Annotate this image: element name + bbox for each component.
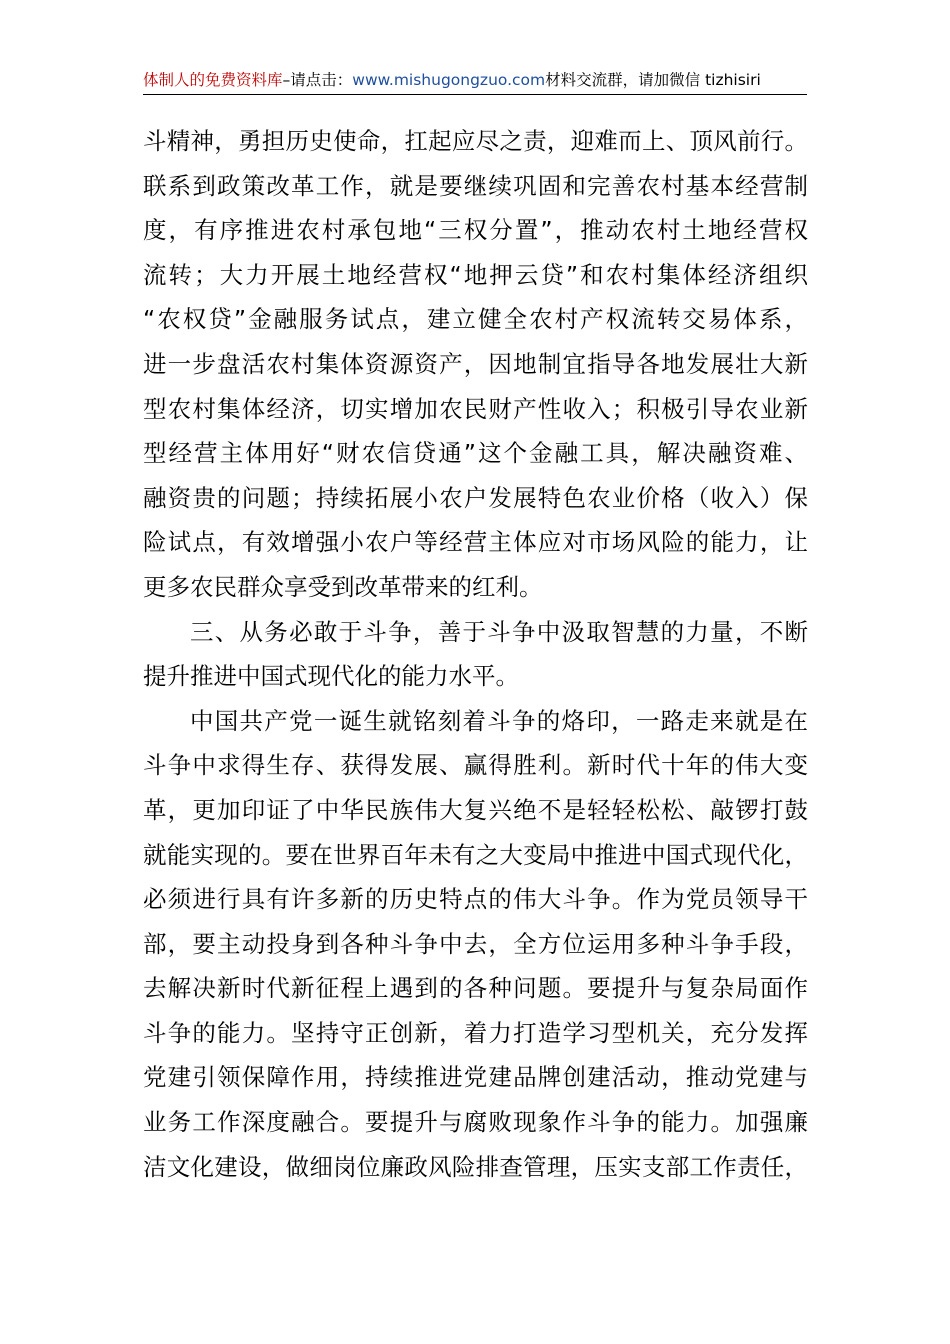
body-line: 党建引领保障作用，持续推进党建品牌创建活动，推动党建与 <box>143 1063 808 1092</box>
body-line: 洁文化建设，做细岗位廉政风险排查管理，压实支部工作责任， <box>143 1152 808 1181</box>
section-heading-line: 三、从务必敢于斗争，善于斗争中汲取智慧的力量，不断 <box>190 617 808 646</box>
section-heading-line: 提升推进中国式现代化的能力水平。 <box>143 662 519 691</box>
body-line: 斗争的能力。坚持守正创新，着力打造学习型机关，充分发挥 <box>143 1018 808 1047</box>
body-line: 必须进行具有许多新的历史特点的伟大斗争。作为党员领导干 <box>143 885 808 914</box>
header-tail: 材料交流群，请加微信 tizhisiri <box>545 71 761 89</box>
body-line: 就能实现的。要在世界百年未有之大变局中推进中国式现代化， <box>143 840 808 869</box>
body-line: 联系到政策改革工作，就是要继续巩固和完善农村基本经营制 <box>143 171 808 200</box>
header-url-link[interactable]: www.mishugongzuo.com <box>352 71 546 89</box>
body-line: 革，更加印证了中华民族伟大复兴绝不是轻轻松松、敲锣打鼓 <box>143 795 808 824</box>
body-line: 度，有序推进农村承包地“三权分置”，推动农村土地经营权 <box>143 216 808 245</box>
body-line: 更多农民群众享受到改革带来的红利。 <box>143 572 543 601</box>
header-prompt: –请点击： <box>282 71 353 89</box>
body-line: 险试点，有效增强小农户等经营主体应对市场风险的能力，让 <box>143 528 808 557</box>
page-header <box>143 66 807 95</box>
body-line: 业务工作深度融合。要提升与腐败现象作斗争的能力。加强廉 <box>143 1108 808 1137</box>
body-line: 斗争中求得生存、获得发展、赢得胜利。新时代十年的伟大变 <box>143 751 808 780</box>
body-line: 中国共产党一诞生就铭刻着斗争的烙印，一路走来就是在 <box>190 706 808 735</box>
body-line: 融资贵的问题；持续拓展小农户发展特色农业价格（收入）保 <box>143 483 808 512</box>
body-line: 部，要主动投身到各种斗争中去，全方位运用多种斗争手段， <box>143 929 808 958</box>
body-line: 进一步盘活农村集体资源资产，因地制宜指导各地发展壮大新 <box>143 349 808 378</box>
body-line: 去解决新时代新征程上遇到的各种问题。要提升与复杂局面作 <box>143 974 808 1003</box>
body-line: “农权贷”金融服务试点，建立健全农村产权流转交易体系， <box>143 305 808 334</box>
document-body <box>143 119 808 1189</box>
header-brand: 体制人的免费资料库 <box>143 71 283 89</box>
body-line: 型经营主体用好“财农信贷通”这个金融工具，解决融资难、 <box>143 439 808 468</box>
body-line: 斗精神，勇担历史使命，扛起应尽之责，迎难而上、顶风前行。 <box>143 127 808 155</box>
body-line: 流转；大力开展土地经营权“地押云贷”和农村集体经济组织 <box>143 260 808 289</box>
body-line: 型农村集体经济，切实增加农民财产性收入；积极引导农业新 <box>143 394 808 423</box>
